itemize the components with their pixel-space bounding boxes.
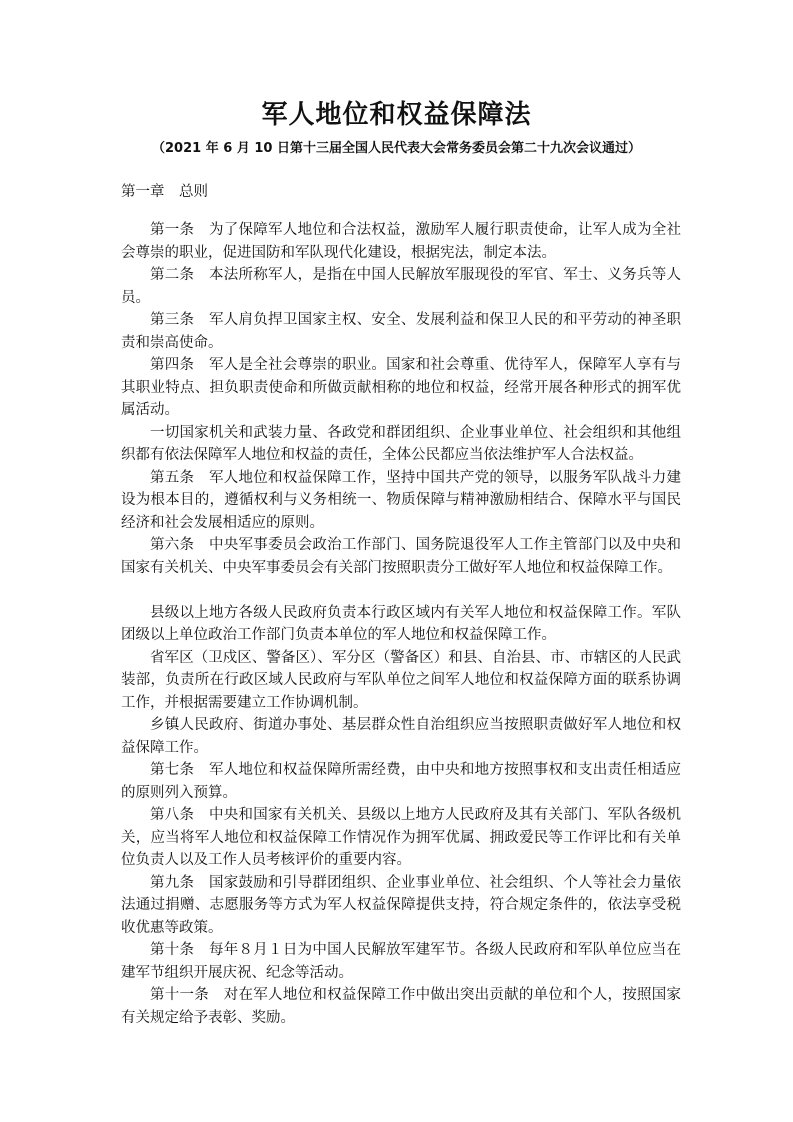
article-5: 第五条 军人地位和权益保障工作，坚持中国共产党的领导，以服务军队战斗力建设为根本目的，遵循权利与义务相统一、物质保障与精神激励相结合、保障水平与国民经济和社会发展相适应的原则。 bbox=[121, 469, 681, 531]
article-4-paragraph-2: 一切国家机关和武装力量、各政党和群团组织、企业事业单位、社会组织和其他组织都有依法保障军人地位和权益的责任，全体公民都应当依法维护军人合法权益。 bbox=[121, 424, 681, 463]
article-1: 第一条 为了保障军人地位和合法权益，激励军人履行职责使命，让军人成为全社会尊崇的职业，促进国防和军队现代化建设，根据宪法，制定本法。 bbox=[121, 222, 681, 261]
article-9: 第九条 国家鼓励和引导群团组织、企业事业单位、社会组织、个人等社会力量依法通过捐赠、志愿服务等方式为军人权益保障提供支持，符合规定条件的，依法享受税收优惠等政策。 bbox=[121, 874, 681, 936]
article-8: 第八条 中央和国家有关机关、县级以上地方人民政府及其有关部门、军队各级机关，应当将军人地位和权益保障工作情况作为拥军优属、拥政爱民等工作评比和有关单位负责人以及工作人员考核评价的重要内容。 bbox=[121, 807, 681, 868]
article-7: 第七条 军人地位和权益保障所需经费，由中央和地方按照事权和支出责任相适应的原则列入预算。 bbox=[121, 762, 681, 801]
document-body bbox=[121, 219, 681, 1029]
article-6-paragraph-3: 省军区（卫戍区、警备区）、军分区（警备区）和县、自治县、市、市辖区的人民武装部，负责所在行政区域人民政府与军队单位之间军人地位和权益保障方面的联系协调工作，并根据需要建立工作协调机制。 bbox=[121, 649, 681, 711]
article-11: 第十一条 对在军人地位和权益保障工作中做出突出贡献的单位和个人，按照国家有关规定给予表彰、奖励。 bbox=[121, 987, 681, 1026]
paragraph-gap bbox=[121, 579, 681, 602]
article-6-paragraph-4: 乡镇人民政府、街道办事处、基层群众性自治组织应当按照职责做好军人地位和权益保障工作。 bbox=[121, 717, 681, 756]
article-6: 第六条 中央军事委员会政治工作部门、国务院退役军人工作主管部门以及中央和国家有关机关、中央军事委员会有关部门按照职责分工做好军人地位和权益保障工作。 bbox=[121, 537, 681, 576]
chapter-heading: 第一章 总则 bbox=[121, 184, 208, 200]
article-2: 第二条 本法所称军人，是指在中国人民解放军服现役的军官、军士、义务兵等人员。 bbox=[121, 267, 681, 306]
article-10: 第十条 每年８月１日为中国人民解放军建军节。各级人民政府和军队单位应当在建军节组织开展庆祝、纪念等活动。 bbox=[121, 942, 681, 981]
article-4: 第四条 军人是全社会尊崇的职业。国家和社会尊重、优待军人，保障军人享有与其职业特点、担负职责使命和所做贡献相称的地位和权益，经常开展各种形式的拥军优属活动。 bbox=[121, 357, 681, 418]
article-6-paragraph-2: 县级以上地方各级人民政府负责本行政区域内有关军人地位和权益保障工作。军队团级以上单位政治工作部门负责本单位的军人地位和权益保障工作。 bbox=[121, 604, 681, 643]
article-3: 第三条 军人肩负捍卫国家主权、安全、发展利益和保卫人民的和平劳动的神圣职责和崇高使命。 bbox=[121, 312, 681, 351]
document-subtitle: （2021 年 6 月 10 日第十三届全国人民代表大会常务委员会第二十九次会议通过） bbox=[152, 141, 641, 156]
document-title: 军人地位和权益保障法 bbox=[261, 100, 532, 130]
